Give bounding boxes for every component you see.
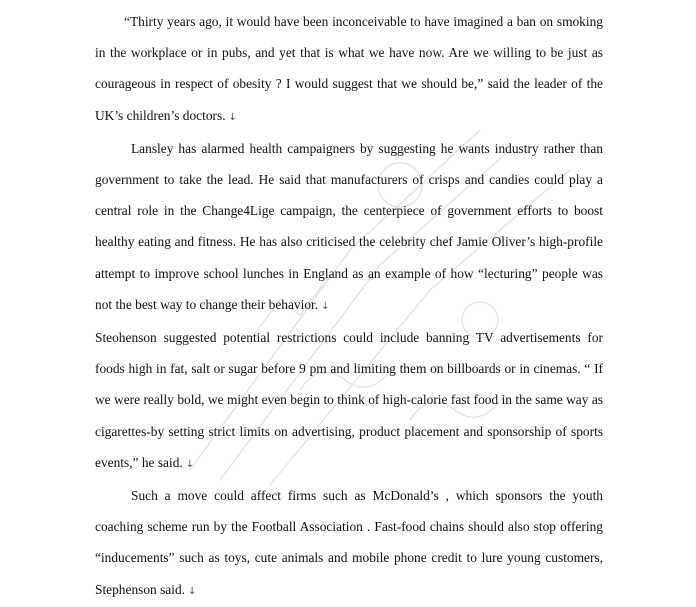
paragraph-4-text: Such a move could affect firms such as McDonald’s , which sponsors the youth coaching scheme run by the Football Association . Fast-food chains should also stop offering “inducements” such as toys, cute animals and mobile phone credit to lure young customers, Stephenson said. (95, 488, 603, 597)
paragraph-mark-icon: ↓ (228, 111, 237, 123)
paragraph-mark-icon: ↓ (188, 585, 197, 597)
paragraph-1 (95, 6, 603, 133)
paragraph-mark-icon: ↓ (321, 300, 330, 312)
paragraph-1-text: “Thirty years ago, it would have been inconceivable to have imagined a ban on smoking in the workplace or in pubs, and yet that is what we have now. Are we willing to be just as courageous in respect of obesity ? I would suggest that we should be,” said the leader of the UK’s children’s doctors. (95, 14, 603, 123)
paragraph-2-text: Lansley has alarmed health campaigners by suggesting he wants industry rather than government to take the lead. He said that manufacturers of crisps and candies could play a central role in the Change4Lige campaign, the centerpiece of government efforts to boost healthy eating and fitness. He has also criticised the celebrity chef Jamie Oliver’s high-profile attempt to improve school lunches in England as an example of how “lecturing” people was not the best way to change their behavior. (95, 140, 603, 312)
document-body (95, 6, 603, 607)
paragraph-mark-icon: ↓ (185, 458, 195, 470)
paragraph-2 (95, 133, 603, 322)
paragraph-4 (95, 480, 603, 607)
paragraph-3 (95, 322, 603, 480)
paragraph-3-text: Steohenson suggested potential restrictions could include banning TV advertisements for foods high in fat, salt or sugar before 9 pm and limiting them on billboards or in cinemas. “ If we were really bold, we might even begin to think of high-calorie fast food in the same way as cigarettes-by setting strict limits on advertising, product placement and sponsorship of sports events,” he said. (95, 330, 603, 470)
